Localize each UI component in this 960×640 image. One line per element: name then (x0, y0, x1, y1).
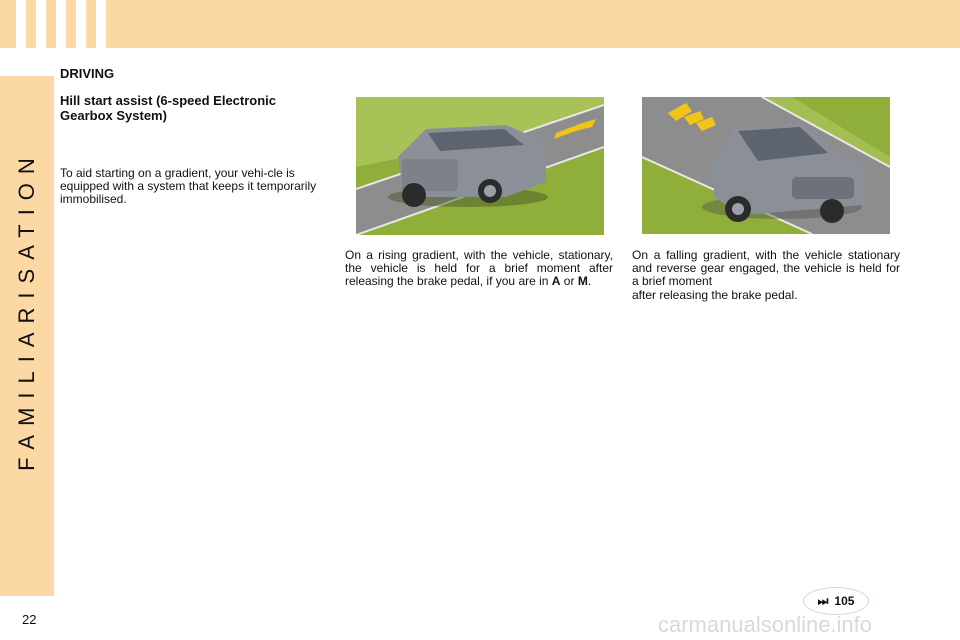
header-stripe (76, 0, 86, 48)
header-band (0, 0, 960, 48)
mode-m-label: M (577, 274, 588, 288)
sidebar-label (10, 100, 44, 520)
header-stripe (96, 0, 106, 48)
falling-gradient-caption-tail: after releasing the brake pedal. (632, 288, 798, 302)
intro-paragraph: To aid starting on a gradient, your vehi-cle is equipped with a system that keeps it temporarily immobilised. (60, 166, 317, 206)
page-heading: Hill start assist (6-speed Electronic Gearbox System) (60, 93, 277, 123)
fast-forward-icon: ⏭ (817, 593, 829, 608)
header-stripe (56, 0, 66, 48)
caption-left-text: On a rising gradient, with the vehicle, stationary, the vehicle is held for a brief moment after releasing the brake pedal, if you are in (345, 248, 613, 288)
sidebar-label-text: FAMILIARISATION (14, 149, 39, 471)
rising-gradient-illustration (356, 97, 604, 235)
rising-gradient-caption (345, 249, 613, 288)
falling-gradient-caption: On a falling gradient, with the vehicle stationary and reverse gear engaged, the vehicle is held for a brief moment (632, 248, 900, 288)
section-title: DRIVING (60, 66, 115, 81)
page-reference-link[interactable] (803, 587, 869, 615)
watermark: carmanualsonline.info (658, 612, 873, 637)
mode-a-label: A (551, 274, 561, 288)
caption-left-end: . (587, 274, 592, 288)
header-stripe (16, 0, 26, 48)
falling-gradient-illustration (642, 97, 890, 234)
page-reference-number: 105 (834, 594, 855, 608)
page-number: 22 (22, 612, 37, 627)
header-stripe (36, 0, 46, 48)
caption-left-conjunction: or (560, 274, 578, 288)
